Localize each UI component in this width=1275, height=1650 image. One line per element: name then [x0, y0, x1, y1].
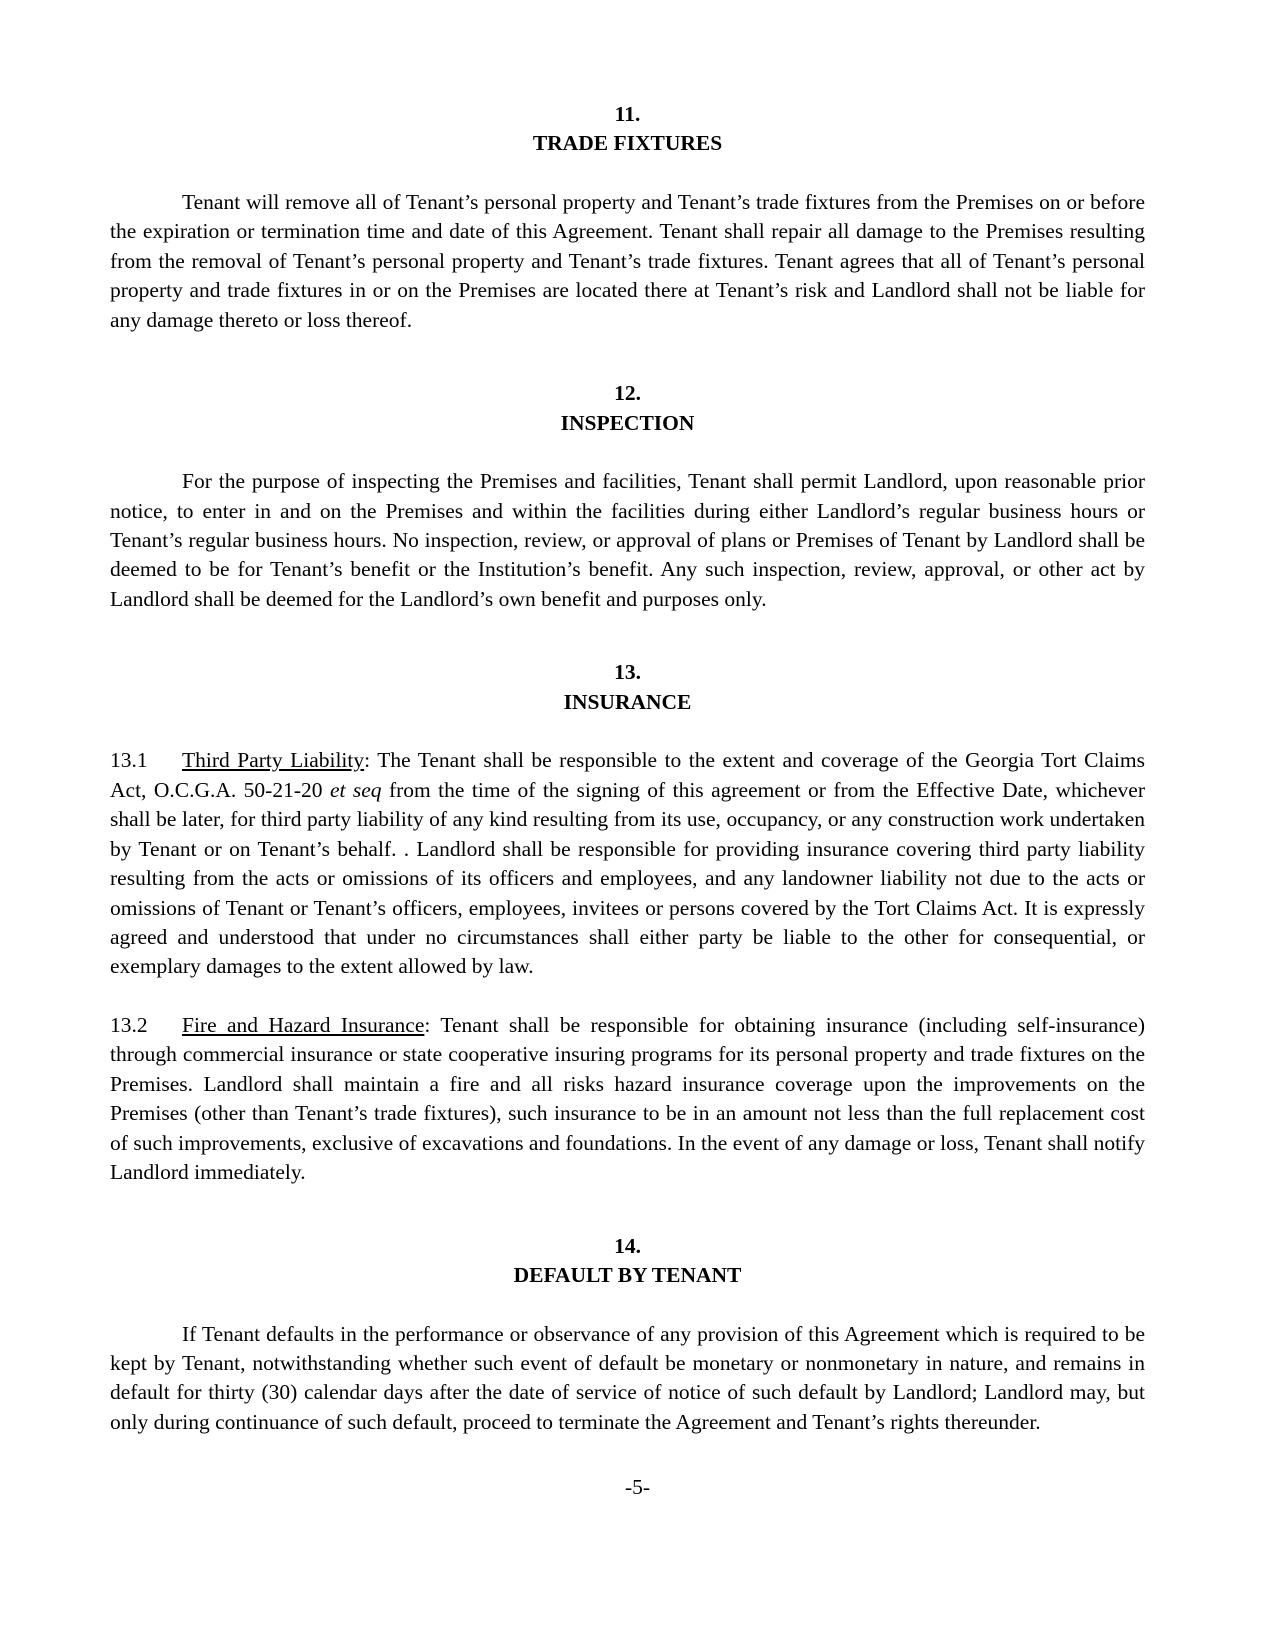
section-11-heading [110, 100, 1145, 159]
section-11-number: 11. [614, 102, 641, 126]
clause-13-2-heading: Fire and Hazard Insurance [182, 1012, 425, 1037]
clause-13-2-number: 13.2 [110, 1012, 148, 1037]
clause-13-2-text-before: Tenant shall be responsible for obtaining insurance (including self-insurance) through commercial insurance or state cooperative insuring programs for its personal property and trade fixtures on the Premises. Landlord shall maintain a fire and all risks hazard insurance coverage upon the improvements on the Premises (other than Tenant’s trade fixtures), such insurance to be in an amount not less than the full replacement cost of such improvements, exclusive of excavations and foundations. In the event of any damage or loss, Tenant shall notify Landlord immediately. [110, 1012, 1145, 1185]
clause-13-1-citation: et seq [329, 777, 382, 802]
section-12-paragraph: For the purpose of inspecting the Premises and facilities, Tenant shall permit Landlord, upon reasonable prior notice, to enter in and on the Premises and within the facilities during either Landlord’s regular business hours or Tenant’s regular business hours. No inspection, review, or approval of plans or Premises of Tenant by Landlord shall be deemed to be for Tenant’s benefit or the Institution’s benefit. Any such inspection, review, approval, or other act by Landlord shall be deemed for the Landlord’s own benefit and purposes only. [110, 469, 1145, 611]
section-14-paragraph: If Tenant defaults in the performance or observance of any provision of this Agreement which is required to be kept by Tenant, notwithstanding whether such event of default be monetary or nonmonetary in nature, and remains in default for thirty (30) calendar days after the date of service of notice of such default by Landlord; Landlord may, but only during continuance of such default, proceed to terminate the Agreement and Tenant’s rights thereunder. [110, 1321, 1145, 1434]
clause-13-1-paragraph [110, 746, 1145, 982]
section-12-heading [110, 379, 1145, 438]
section-11-paragraph: Tenant will remove all of Tenant’s personal property and Tenant’s trade fixtures from the Premises on or before the expiration or termination time and date of this Agreement. Tenant shall repair all damage to the Premises resulting from the removal of Tenant’s personal property and Tenant’s trade fixtures. Tenant agrees that all of Tenant’s personal property and trade fixtures in or on the Premises are located there at Tenant’s risk and Landlord shall not be liable for any damage thereto or loss thereof. [110, 189, 1145, 332]
clause-13-1-text-after: from the time of the signing of this agreement or from the Effective Date, whichever shall be later, for third party liability of any kind resulting from its use, occupancy, or any construction work undertaken by Tenant or on Tenant’s behalf. . Landlord shall be responsible for providing insurance covering third party liability resulting from the acts or omissions of its officers and employees, and any landowner liability not due to the acts or omissions of Tenant or Tenant’s officers, employees, invitees or persons covered by the Tort Claims Act. It is expressly agreed and understood that under no circumstances shall either party be liable to the other for consequential, or exemplary damages to the extent allowed by law. [110, 777, 1145, 979]
clause-13-1-heading: Third Party Liability [182, 748, 365, 773]
section-11-title: TRADE FIXTURES [532, 131, 723, 156]
page-number-footer: -5- [624, 1474, 651, 1499]
section-14-number: 14. [614, 1233, 641, 1258]
section-12-title: INSPECTION [560, 410, 695, 435]
section-14-heading [110, 1232, 1145, 1291]
section-14-title: DEFAULT BY TENANT [513, 1263, 742, 1288]
section-13-title: INSURANCE [563, 689, 692, 714]
clause-13-2-paragraph [110, 1011, 1145, 1188]
section-13-heading [110, 658, 1145, 717]
section-12-number: 12. [614, 381, 641, 406]
section-13-number: 13. [614, 660, 641, 685]
clause-13-1-colon: : [364, 748, 378, 773]
clause-13-2-colon: : [424, 1012, 441, 1037]
clause-13-1-number: 13.1 [110, 748, 148, 773]
clause-13-1-text-before: The Tenant shall be responsible to the extent and coverage of the Georgia Tort Claims Act, O.C.G.A. 50-21-20 [110, 748, 1145, 802]
